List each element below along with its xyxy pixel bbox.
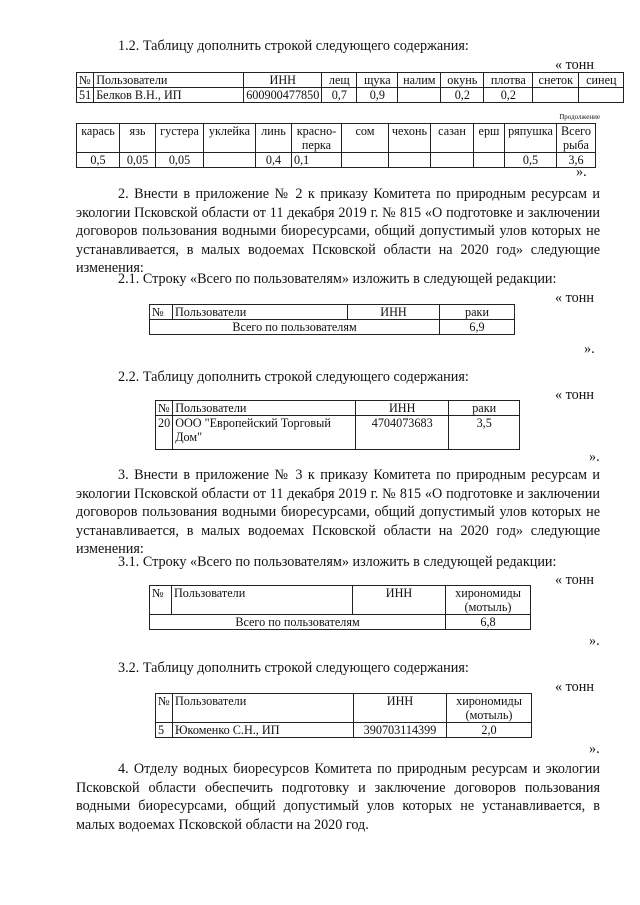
header-cell: ИНН [356,401,449,416]
table-1-2-part1 [76,72,624,103]
header-cell: Пользователи [172,586,353,615]
cell: 0,2 [441,88,484,103]
cell [431,153,474,168]
cell: ООО "Европейский Торговый Дом" [173,416,356,450]
total-label-cell: Всего по пользователям [150,615,446,630]
cell: 600900477850 [244,88,322,103]
header-cell: хирономиды (мотыль) [446,586,531,615]
unit-label: « тонн [555,57,594,73]
header-cell: красно-перка [292,124,342,153]
cell: 0,1 [292,153,342,168]
cell: 5 [156,723,173,738]
section-3-2-heading: 3.2. Таблицу дополнить строкой следующего содержания: [118,660,469,676]
cell [533,88,579,103]
cell [389,153,431,168]
header-cell: Пользователи [173,694,354,723]
cell [204,153,256,168]
unit-label: « тонн [555,572,594,588]
section-3-1-heading: 3.1. Строку «Всего по пользователям» изложить в следующей редакции: [118,554,557,570]
unit-label: « тонн [555,679,594,695]
cell: 0,2 [484,88,533,103]
section-2-2-heading: 2.2. Таблицу дополнить строкой следующего содержания: [118,369,469,385]
section-2-1-heading: 2.1. Строку «Всего по пользователям» изложить в следующей редакции: [118,271,557,287]
header-cell: № [156,401,173,416]
table-header-row [150,586,531,615]
cell: 0,7 [322,88,357,103]
header-cell: № [77,73,94,88]
cell [342,153,389,168]
cell: 0,5 [505,153,557,168]
header-cell: Пользователи [173,401,356,416]
cell: 4704073683 [356,416,449,450]
closing-quote: ». [576,164,587,180]
table-row [150,615,531,630]
cell: 390703114399 [354,723,447,738]
cell: 0,9 [357,88,398,103]
closing-quote: ». [589,633,600,649]
closing-quote: ». [589,741,600,757]
header-cell: лещ [322,73,357,88]
cell: 0,4 [256,153,292,168]
header-cell: чехонь [389,124,431,153]
header-cell: раки [449,401,520,416]
section-2-paragraph: 2. Внести в приложение № 2 к приказу Комитета по природным ресурсам и экологии Псковской области от 11 декабря 2019 г. № 815 «О подготовке и заключении договоров пользования водными биоресурсами, общий допустимый улов которых не устанавливается, в малых водоемах Псковской области на 2020 год» следующие изменения: [76,186,600,276]
header-cell: Всего рыба [557,124,596,153]
cell [398,88,441,103]
header-cell: сазан [431,124,474,153]
header-cell: ерш [474,124,505,153]
cell: 0,5 [77,153,120,168]
table-3-1 [149,585,531,630]
header-cell: № [156,694,173,723]
header-cell: № [150,586,172,615]
header-cell: хирономиды (мотыль) [447,694,532,723]
header-cell: уклейка [204,124,256,153]
unit-label: « тонн [555,387,594,403]
cell: Белков В.Н., ИП [94,88,244,103]
table-row [156,416,520,450]
unit-label: « тонн [555,290,594,306]
total-value-cell: 6,9 [440,320,515,335]
header-cell: ряпушка [505,124,557,153]
header-cell: налим [398,73,441,88]
section-3-paragraph: 3. Внести в приложение № 3 к приказу Комитета по природным ресурсам и экологии Псковской области от 11 декабря 2019 г. № 815 «О подготовке и заключении договоров пользования водными биоресурсами, общий допустимый улов которых не устанавливается, в малых водоемах Псковской области на 2020 год» следующие изменения: [76,467,600,557]
table-header-row [77,124,596,153]
table-2-1 [149,304,515,335]
table-header-row [150,305,515,320]
cell: 0,05 [120,153,156,168]
header-cell: снеток [533,73,579,88]
header-cell: карась [77,124,120,153]
table-row [77,88,624,103]
cell [579,88,624,103]
header-cell: сом [342,124,389,153]
header-cell: окунь [441,73,484,88]
table-row [77,153,596,168]
header-cell: Пользователи [94,73,244,88]
table-row [150,320,515,335]
section-4-paragraph: 4. Отделу водных биоресурсов Комитета по природным ресурсам и экологии Псковской области обеспечить подготовку и заключение договоров пользования водными биоресурсами, общий допустимый улов которых не устанавливается, в малых водоемах Псковской области на 2020 год. [76,761,600,833]
table-2-2 [155,400,520,450]
cell: 20 [156,416,173,450]
total-value-cell: 6,8 [446,615,531,630]
cell: 0,05 [156,153,204,168]
cell: 3,6 [557,153,596,168]
cell: 3,5 [449,416,520,450]
continuation-label: Продолжение [559,113,600,121]
table-header-row [156,401,520,416]
table-header-row [77,73,624,88]
cell: 51 [77,88,94,103]
header-cell: ИНН [354,694,447,723]
cell [474,153,505,168]
header-cell: щука [357,73,398,88]
table-header-row [156,694,532,723]
header-cell: ИНН [348,305,440,320]
header-cell: язь [120,124,156,153]
cell: Юкоменко С.Н., ИП [173,723,354,738]
table-3-2 [155,693,532,738]
total-label-cell: Всего по пользователям [150,320,440,335]
header-cell: ИНН [353,586,446,615]
cell: 2,0 [447,723,532,738]
header-cell: густера [156,124,204,153]
closing-quote: ». [584,341,595,357]
table-1-2-part2 [76,123,596,168]
header-cell: плотва [484,73,533,88]
table-row [156,723,532,738]
header-cell: синец [579,73,624,88]
header-cell: линь [256,124,292,153]
header-cell: № [150,305,173,320]
closing-quote: ». [589,449,600,465]
header-cell: ИНН [244,73,322,88]
header-cell: Пользователи [173,305,348,320]
section-1-2-heading: 1.2. Таблицу дополнить строкой следующего содержания: [118,38,469,54]
header-cell: раки [440,305,515,320]
